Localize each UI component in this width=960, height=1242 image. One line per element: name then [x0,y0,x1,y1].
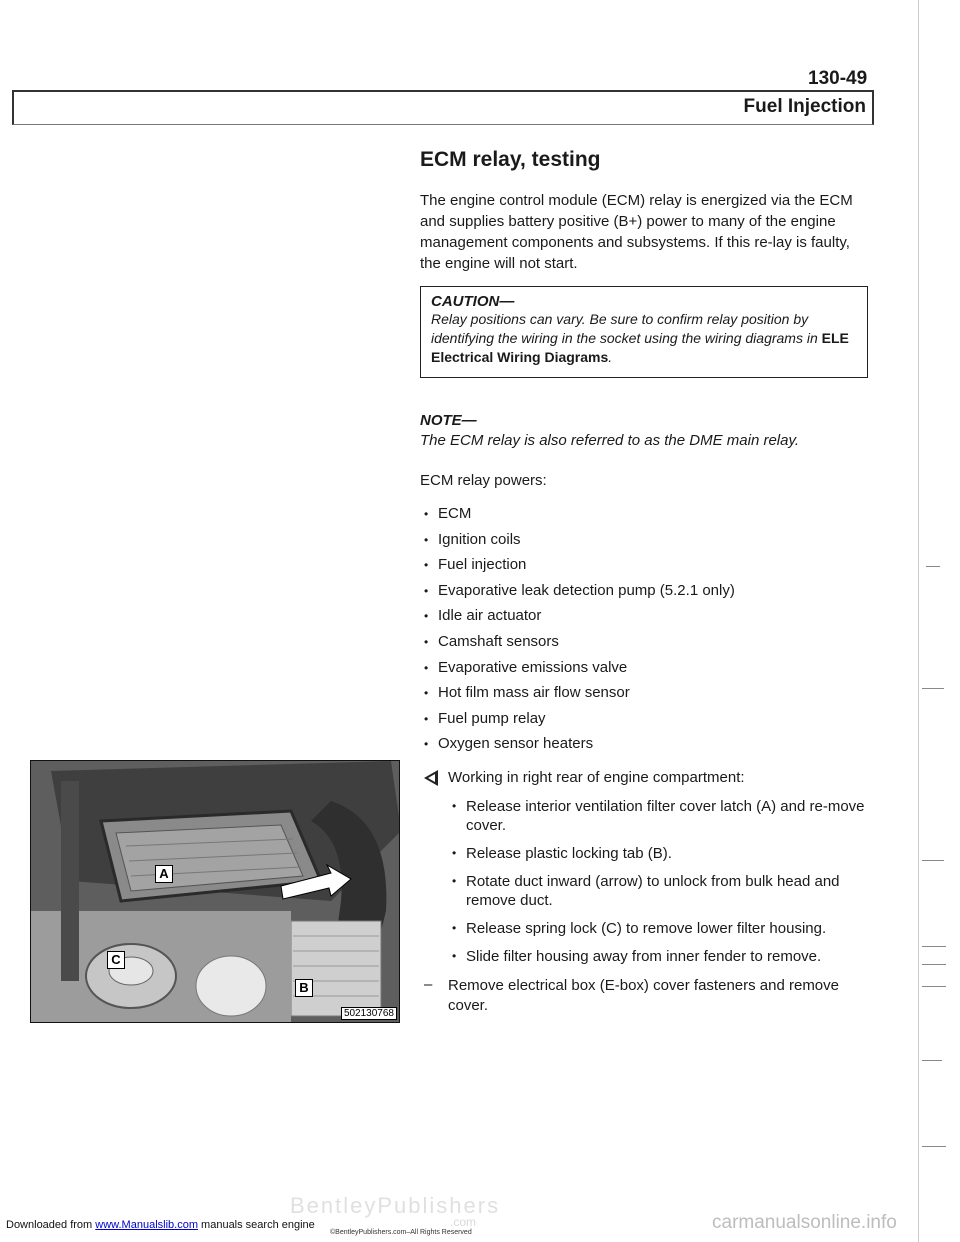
margin-tick [922,1060,942,1061]
download-credit [6,1219,315,1231]
note-label: NOTE— [420,412,477,429]
caution-end: . [608,349,613,365]
dash-marker: – [424,976,433,993]
procedure-steps [450,797,870,975]
list-item: • Fuel injection [420,555,735,581]
powers-list [420,504,735,760]
photo-illustration [31,761,400,1023]
manualslib-link[interactable]: www.Manualslib.com [95,1219,198,1231]
caution-label: CAUTION— [431,293,515,310]
page-number: 130-49 [808,68,868,89]
list-item: • ECM [420,504,735,530]
photo-label-b: B [295,979,313,997]
caution-box [420,286,868,378]
margin-tick [922,964,946,965]
engine-compartment-photo [30,760,400,1023]
list-item: • Evaporative emissions valve [420,658,735,684]
list-item: • Oxygen sensor heaters [420,734,735,760]
list-item: • Slide filter housing away from inner fender to remove. [450,947,870,966]
powers-heading: ECM relay powers: [420,472,547,489]
margin-tick [926,566,940,567]
margin-tick [922,946,946,947]
section-header [12,90,874,125]
watermark: BentleyPublishers [290,1193,501,1218]
photo-label-a: A [155,865,173,883]
list-item: • Release plastic locking tab (B). [450,844,870,863]
list-item: • Fuel pump relay [420,709,735,735]
list-item: • Release spring lock (C) to remove lower filter housing. [450,919,870,938]
download-prefix: Downloaded from [6,1219,93,1231]
list-item: • Camshaft sensors [420,632,735,658]
copyright: ©BentleyPublishers.com–All Rights Reserved [330,1229,472,1236]
list-item: • Ignition coils [420,530,735,556]
margin-tick [922,860,944,861]
margin-tick [922,1146,946,1147]
section-header-title: Fuel Injection [743,96,866,117]
section-title: ECM relay, testing [420,148,601,171]
photo-label-c: C [107,951,125,969]
procedure-intro: Working in right rear of engine compartment: [448,769,745,786]
left-arrow-icon [424,770,438,786]
list-item: • Evaporative leak detection pump (5.2.1 only) [420,581,735,607]
intro-paragraph: The engine control module (ECM) relay is energized via the ECM and supplies battery positive (B+) power to many of the engine management components and subsystems. If this re-lay is faulty, the engine will not start. [420,192,853,272]
list-item: • Release interior ventilation filter cover latch (A) and re-move cover. [450,797,870,835]
list-item: • Hot film mass air flow sensor [420,683,735,709]
list-item: • Rotate duct inward (arrow) to unlock from bulk head and remove duct. [450,872,870,910]
watermark-sub: .com [450,1215,477,1229]
final-step: Remove electrical box (E-box) cover fasteners and remove cover. [448,977,839,1014]
download-suffix: manuals search engine [201,1219,315,1231]
list-item: • Idle air actuator [420,606,735,632]
note-text: The ECM relay is also referred to as the DME main relay. [420,432,800,449]
caution-reference: ELE Electrical Wiring Diagrams [431,330,849,365]
margin-tick [922,986,946,987]
photo-code: 502130768 [341,1007,397,1020]
margin-line [918,0,919,1242]
caution-body: Relay positions can vary. Be sure to confirm relay position by identifying the wiring in the socket using the wiring diagrams in [431,311,818,346]
site-watermark: carmanualsonline.info [712,1212,897,1233]
caution-text [431,310,857,367]
margin-tick [922,688,944,689]
